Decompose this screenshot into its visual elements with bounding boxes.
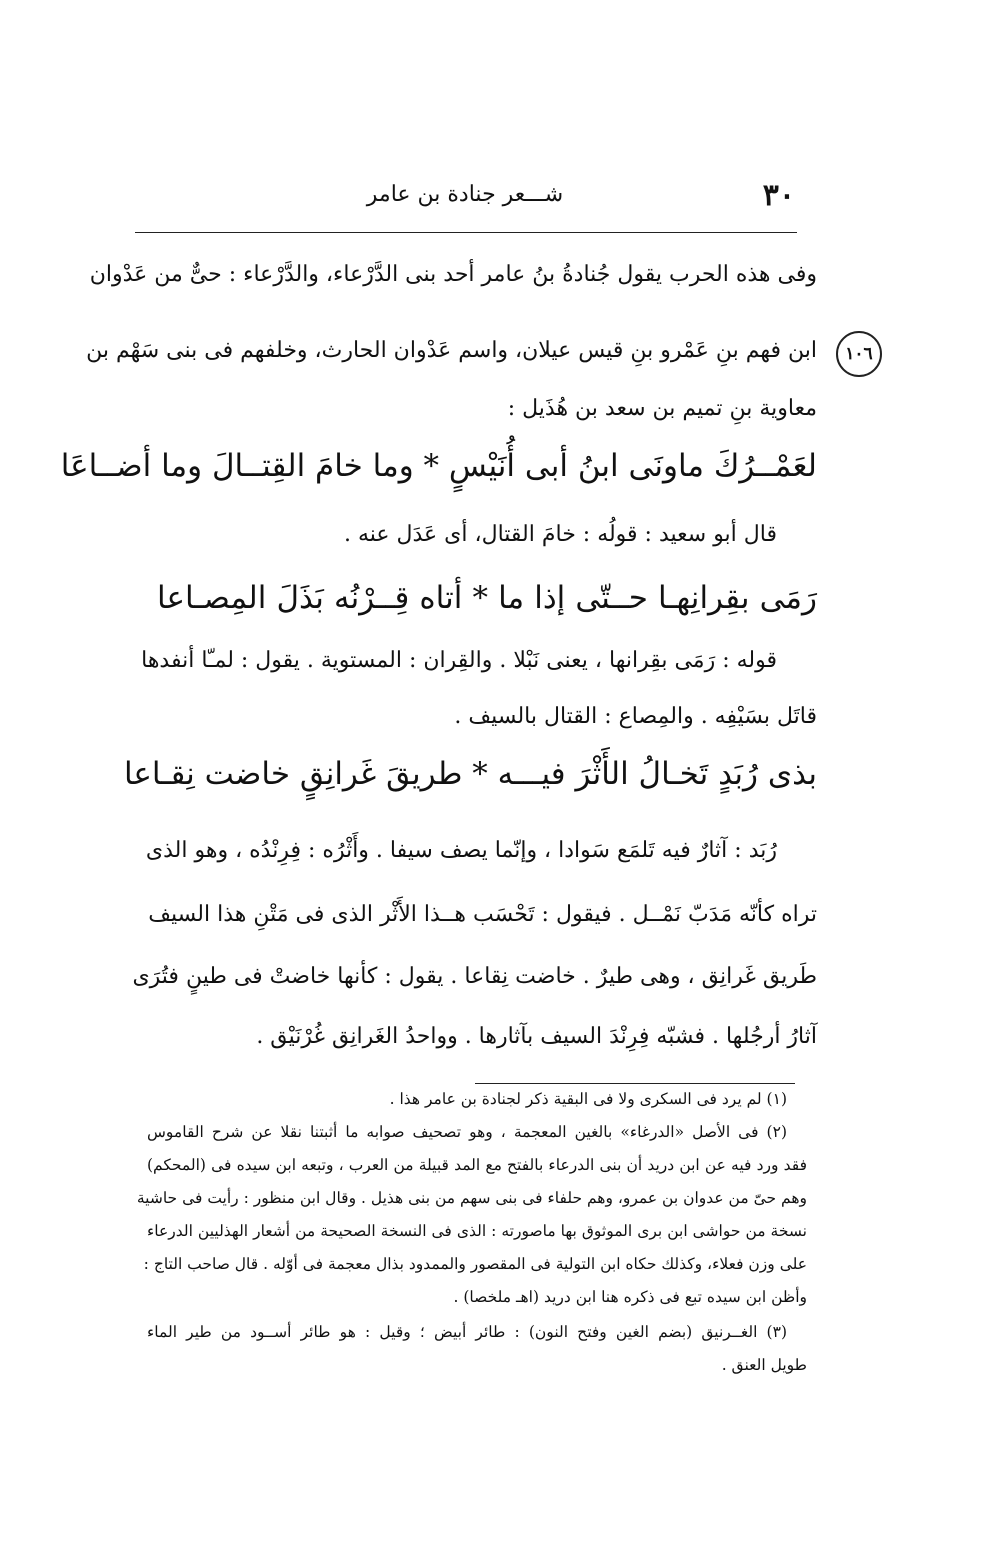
running-head bbox=[135, 178, 795, 228]
running-title: شـــعر جنادة بن عامر bbox=[366, 182, 564, 207]
footnote-line: فقد ورد فيه عن ابن دريد أن بنى الدرعاء بالفتح مع المد قبيلة من العرب ، وتبعه ابن سيده فى (المحكم) bbox=[147, 1156, 807, 1174]
commentary-line: قاتَل بسَيْفِه . والمِصاع : القتال بالسيف . bbox=[454, 704, 817, 729]
commentary-line: تراه كأنّه مَدَبّ نَمْــل . فيقول : تَحْسَب هــذا الأَثْر الذى فى مَتْنِ هذا السيف bbox=[148, 902, 817, 927]
prose-line: وفى هذه الحرب يقول جُنادةُ بنُ عامر أحد بنى الدَّرْعاء، والدَّرْعاء : حىٌّ من عَدْوان bbox=[89, 262, 817, 287]
commentary-line: قال أبو سعيد : قولُه : خامَ القتال، أى عَدَل عنه . bbox=[343, 522, 777, 547]
verse-line: لعَمْــرُكَ ماونَى ابنُ أبى أُنَيْسٍ * وما خامَ القِتــالَ وما أضــاعَا bbox=[60, 448, 817, 484]
footnote-line: (١) لم يرد فى السكرى ولا فى البقية ذكر لجنادة بن عامر هذا . bbox=[389, 1090, 787, 1108]
commentary-line: رُبَد : آثارٌ فيه تَلمَع سَوادا ، وإنّما يصف سيفا . وأَثْرُه : فِرِنْدُه ، وهو الذى bbox=[145, 838, 777, 863]
verse-line: رَمَى بقِرانِهـا حــتّى إذا ما * أتاه قِــرْنُه بَذَلَ المِصـاعا bbox=[157, 580, 817, 616]
page-number: ٣٠ bbox=[762, 178, 795, 213]
footnote-line: طويل العنق . bbox=[721, 1356, 807, 1374]
header-rule bbox=[135, 232, 797, 233]
footnote-line: نسخة من حواشى ابن برى الموثوق بها ماصورته : الذى فى النسخة الصحيحة من أشعار الهذليين الدرعاء bbox=[147, 1222, 807, 1240]
footnote-line: وهم حىّ من عدوان بن عمرو، وهم حلفاء فى بنى سهم من بنى هذيل . وقال ابن منظور : رأيت فى حاشية bbox=[136, 1189, 807, 1207]
margin-page-reference: ١٠٦ bbox=[836, 331, 882, 377]
prose-line: ابن فهم بنِ عَمْرو بنِ قيس عيلان، واسم عَدْوان الحارث، وخلفهم فى بنى سَهْم بن bbox=[86, 338, 817, 363]
footnote-line: (٢) فى الأصل «الدرغاء» بالغين المعجمة ، وهو تصحيف صوابه ما أثبتنا نقلا عن شرح القاموس bbox=[147, 1123, 787, 1141]
prose-line: معاوية بنِ تميم بن سعد بن هُذَيل : bbox=[507, 396, 817, 421]
commentary-line: آثارُ أرجُلها . فشبّه فِرِنْدَ السيف بآثارها . وواحدُ الغَرانِق غُرْنَيْق . bbox=[256, 1024, 817, 1049]
footnote-line: وأظن ابن سيده تبع فى ذكره هنا ابن دريد (اهـ ملخصا) . bbox=[453, 1288, 807, 1306]
footnote-rule bbox=[475, 1083, 795, 1084]
commentary-line: طَريق غَرانِق ، وهى طيرٌ . خاضت نِقاعا . يقول : كأنها خاضتْ فى طينٍ فتُرَى bbox=[132, 964, 817, 989]
footnote-line: على وزن فعلاء، وكذلك حكاه ابن التولية فى المقصور والممدود بذال معجمة فى أوّله . قال صاحب التاج : bbox=[143, 1255, 807, 1273]
footnote-line: (٣) الغــرنيق (بضم الغين وفتح النون) : طائر أبيض ؛ وقيل : هو طائر أســود من طير الماء bbox=[147, 1323, 788, 1341]
verse-line: بذى رُبَدٍ تَخـالُ الأَثْرَ فيـــه * طريقَ غَرانِقٍ خاضت نِقـاعا bbox=[123, 756, 817, 792]
commentary-line: قوله : رَمَى بقِرانها ، يعنى نَبْلا . والقِران : المستوية . يقول : لمـّا أنفدها bbox=[141, 648, 777, 673]
